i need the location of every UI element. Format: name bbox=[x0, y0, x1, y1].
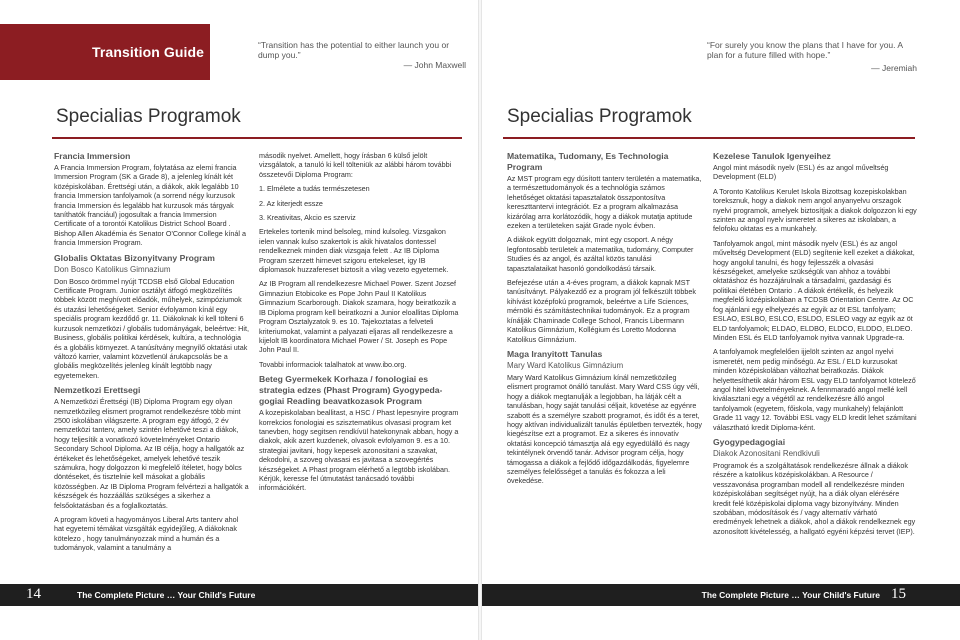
paragraph-esl-intro: Angol mint második nyelv (ESL) és az angol műveltség Development (ELD) bbox=[713, 163, 889, 182]
paragraph-ib-continued: A program követi a hagyományos Liberal Arts tanterv ahol hat egyetemi témákat vizsgálták egyidejűleg, A diákoknak kötelezo , hogy tanulmányozzak mind a humán és a tudományok, valamint a tanulmány a bbox=[54, 515, 239, 553]
paragraph-ib: A Nemzetközi Érettségi (IB) Diploma Program egy olyan nemzetközileg elismert programot rendelkezésre több mint 2500 iskolában világszerte. A program egy átfogó, 2 év nemzetközi tanterv, amely szintén lehetővé teszi a diákok, hogy teljesítik a vonatkozó követelményeket Ontario Secondary School Diploma. Az IB célja, hogy a hallgatók az értékeket és lehetőségeket, amelyek lehetővé teszik számukra, hogy dolgozzon ki megfelelő ítéletet, hogy bölcs döntéseket, és tisztelnie kell másokat a globális közösségben. Az IB Diploma Program felvértezi a hallgatók a készségek és hozzáállás szükséges a sikerhez a felsőoktatásban és a foglalkoztatás. bbox=[54, 397, 249, 510]
subheading-don-bosco: Don Bosco Katolikus Gimnazium bbox=[54, 264, 171, 274]
quote-right-author: — Jeremiah bbox=[871, 63, 917, 73]
paragraph-global-education: Don Bosco örömmel nyújt TCDSB első Global Education Certificate Program. Junior osztályt átfogó megközelítés többek között meghívott előadók, műhelyek, szimpóziumok és utazási lehetőségeket. Senior évfolyamon kínál egy speciális program kezdődő gr. 11. Diákoknak ki kell tölteni 6 kurzusok nemzetközi / globális tudományágak, beleértve: Hit, Business, globális politikai kérdések, kultúra, a technológia és a globális környezet. A tanúsítvány megnyílő oktatási utak változó karrier, valamint közvetlenül árukapcsolás be a globális megközelítés jelenleg kínált legtöbb nagy egyetemeken. bbox=[54, 276, 249, 380]
paragraph-phast-program: A kozepiskolaban beallitast, a HSC / Phast lepesnyire program korrekcios fonologiai es szisztematikus olvasasi program ket tanevben, hogy segitsen rendkívül hatekonynak abban, hogy a diakok, akik azert kuzdenek, olvasok evfolyamon 9. es a 10. strategiai javitani, hogy kepesek azonositani a szavakat, dekodolni, a szoveg olvasasi es javitasa a szovegértés készségeket. A Phast program elérhető a legtöbb iskolában. Kérjük, keresse fel útmutatást tanácsadó további információkért. bbox=[259, 408, 459, 493]
footer-text-right: The Complete Picture … Your Child's Future bbox=[701, 590, 880, 600]
paragraph-ib-assessment: Ertekeles tortenik mind belsoleg, mind kulsoleg. Vizsgakon ielen vannak kulso szakertok is akik hivatalos dontessel rendelkeznek minden diak vizsgaja felett . Az IB Diploma Program szerzett hirnevet szigoru ertekeleset, igy IB diplomasok huzzafereset biztosít a vilag vezeto egyetemek. bbox=[259, 227, 449, 275]
heading-ib: Nemzetkozi Erettsegi bbox=[54, 385, 141, 396]
column-3 bbox=[507, 151, 703, 491]
column-2 bbox=[259, 151, 459, 498]
paragraph-esl-4: A tanfolyamok megfelelően ijjelölt szinten az angol nyelvi ismeretét, nem pedig minőségü. Az ESL / ELD kurzusokat minden középiskolában változhat beiratkozás. Diákok helyettesíthetik akár három ESL vagy ELD tanfolyamot kötelező angol hitel követelményeknek. A fennmaradó angol mellé kell kiválasztani egy a végétől az rendelkezésre álló angol tanfolyamok (egyetem, főiskola, vagy munkahely) felajánlott Grade 11 vagy 12. További ESL vagy ELD kredit lehet számítani választható kredit Diploma-ként. bbox=[713, 347, 917, 432]
footer-left bbox=[0, 584, 478, 606]
page-number-left: 14 bbox=[26, 586, 41, 602]
list-item-3: 3. Kreativitas, Akcio es szerviz bbox=[259, 213, 356, 223]
quote-right bbox=[707, 40, 917, 73]
heading-special-education: Gyogypedagogiai bbox=[713, 436, 786, 447]
list-item-1: 1. Elmélete a tudás természetesen bbox=[259, 184, 370, 194]
heading-mst: Matematika, Tudomany, Es Technologia Program bbox=[507, 151, 669, 172]
paragraph-self-directed: Mary Ward Katolikus Gimnázium kínál nemzetközileg elismert programot önálló tanulást. Mary Ward CSS úgy véli, hogy a diákok megtanulják a legjobban, ha látják célt a tanulásban, hogy saját tanulási céljait, követése az egyénre szabott és a személyre szabott programot, és időt és a teret, hogy aktívan individualizált tanulás épületben tervezték, hogy kiegészítse ezt a programot. Ez a sikeres és innovatív oktatási koncepció támasztja alá egy egyedülálló és nagy tekintélynek örvendő tanár. Advisor program célja, hogy támogassa a diákok a fejlődő időgazdálkodás, figyelemre személyes felelősséget a tanulás és fokozza a leli övekedése. bbox=[507, 372, 702, 486]
heading-self-directed: Maga Iranyitott Tanulas bbox=[507, 348, 603, 359]
footer-text-left: The Complete Picture … Your Child's Future bbox=[77, 590, 256, 600]
brand-title: Transition Guide bbox=[92, 44, 205, 60]
paragraph-esl-2: A Toronto Katolikus Kerulet Iskola Bizottsag kozepiskolakban toreksznuk, hogy a diakok nem angol anyanyelvu orszagok nyelvi programok, amelyek biztosítjak a diakok dolgozzon ki egy szinten az angol nyelv ismeretet a sikeres az iskolaban, a felofoku oktatas es a munkahely. bbox=[713, 186, 917, 234]
subheading-exceptional-students: Diakok Azonositani Rendkivuli bbox=[713, 448, 820, 458]
heading-phast-program: Beteg Gyermekek Korhaza / fonologiai es strategia edzes (Phast Program) Gyogypeda-gogiai Reading beavatkozasok Program bbox=[259, 374, 443, 407]
page-number-right: 15 bbox=[891, 586, 906, 602]
paragraph-mst-3: Befejezése után a 4-éves program, a diákok kapnak MST tanúsítványt. Pályakezdő ez a program jól felkészült többek kihívást középfokú programok, beleértve a Life Sciences, mérnöki és számítástechnikai tudományok. Ez a program kínálják Chaminade College School, Francis Libermann Katolikus Gimnázium, Kollégium és Loretto Modonna Katolikus Gimnázium. bbox=[507, 278, 696, 344]
paragraph-special-education: Programok és a szolgáltatások rendelkezésre állnak a diákok részére a katolikus középiskolákban. A Resource / vesszavonása programban modell all rendelkezésre minden középiskolában segítséget nyújt, ha a diák olyan elérésére kredit felé középiskolai diploma vagy bizonyítvány. Minden szobában, módosítások és / vagy alternatív várható eredmények lehetnek a diákok, ahol a diákok rendelkeznek egy azonosított kivételesség, a hallgató egyéni képzési tervet (IEP). bbox=[713, 460, 916, 536]
paragraph-more-info: Tovabbi informaciok talalhatok at www.ibo.org. bbox=[259, 359, 407, 369]
subheading-mary-ward: Mary Ward Katolikus Gimnázium bbox=[507, 360, 624, 370]
quote-right-text: “For surely you know the plans that I have for you. A plan for a future filled with hope.” bbox=[707, 40, 903, 60]
paragraph-mst: Az MST program egy dúsított tanterv területén a matematika, a természettudományok és a technológia számos lehetőséget oktatási tapasztalatok összpontosítva kereszttantervi integrációt. Ez a program alkalmazása kizárólag arra korlátozódik, hogy a diákok mutatja aptitude ezeken a területeken saját Grade nyolc évben. bbox=[507, 174, 702, 231]
column-4 bbox=[713, 151, 917, 541]
quote-left-text: “Transition has the potential to either launch you or dump you.” bbox=[258, 40, 450, 60]
page-fold bbox=[478, 0, 482, 640]
footer-right bbox=[482, 584, 960, 606]
quote-left bbox=[258, 40, 466, 70]
column-1 bbox=[54, 151, 250, 558]
paragraph-french-immersion: A Francia Immersion Program, folytatása az elemi francia Immersion Program (SK a Grade 8), a jelenleg kínált két középiskolában. Érettségi után, a diákok, akik legalább 10 francia Immersion tanfolyamok (a sorrend négy kurzusok francia Immersion és legalább hat kurzusok más tárgyak taníthatók franciául) jogosultak a francia Immersion Certificate of a torontói Katolikus District School Board . Bishop Allen Akadémia és Senator O'Connor College kínál a francia Immersion Program. bbox=[54, 163, 246, 248]
heading-french-immersion: Francia Immersion bbox=[54, 151, 131, 161]
page-title-left: Specialias Programok bbox=[56, 106, 241, 127]
paragraph-ib-components: második nyelvet. Amellett, hogy írásban 6 külső jelölt vizsgálatok, a tanuló ki kell tölteniük az alábbi három további összetevői Diploma Program: bbox=[259, 151, 452, 179]
paragraph-ib-schools: Az IB Program all rendelkezesre Michael Power. Szent Jozsef Gimnaziun Etobicoke es Pope John Paul II Katolikus Gimnazium Scarborough. Diakok szamara, hogy beiratkozik a IB Diploma program kell beiratkozni a Junior eloallitas Diploma Program Osztalyzatok 9. es 10. Tajekoztatas a felveteli kriteriumokat, valamint a palyazati eljaras all rendelkezesre a kijelolt IB koordinatora Michael Power / St. Joseph es Pope John Paul II. bbox=[259, 279, 459, 355]
list-item-2: 2. Az kiterjedt essze bbox=[259, 198, 323, 208]
paragraph-mst-2: A diákok együtt dolgoznak, mint egy csoport. A négy legfontosabb területek a matematika, tudomány, Computer Studies és az angol, és azáltal közös tanulási tapasztalataikat hasonló gondolkodású társaik. bbox=[507, 235, 694, 273]
paragraph-esl-3: Tanfolyamok angol, mint második nyelv (ESL) és az angol műveltség Development (ELD) segítenie kell ezeket a diákokat, hogy angolul tanulni, és hogy fejlesszék a olvasási készségeket, amelyeke szükségük van ahhoz a további oktatáshoz és hozzájárulnak a társadalmi, gazdasági és politikai életében Ontario . A diákok értékelik, és helyezik megfelelő középiskolában a TCDSB Orientation Centre. Az OC fog ajánlani egy elhelyezés az egyik az öt ESL tanfolyam; ESLAO, ESLBO, ESLCO, ESLDO, ESLEO vagy az egyik az öt ELD tanfolyamok; ELDAO, ELDBO, ELDCO, ELDDO, ELDEO. Minden ESL és ELD tanfolyamok nyitva vannak Upgrade-ra. bbox=[713, 238, 915, 342]
heading-global-education: Globalis Oktatas Bizonyitvany Program bbox=[54, 252, 215, 263]
title-rule-right bbox=[503, 137, 915, 139]
quote-left-author: — John Maxwell bbox=[403, 60, 466, 70]
page-title-right: Specialias Programok bbox=[507, 106, 692, 127]
heading-student-needs: Kezelese Tanulok Igenyeihez bbox=[713, 151, 831, 161]
title-rule-left bbox=[52, 137, 462, 139]
